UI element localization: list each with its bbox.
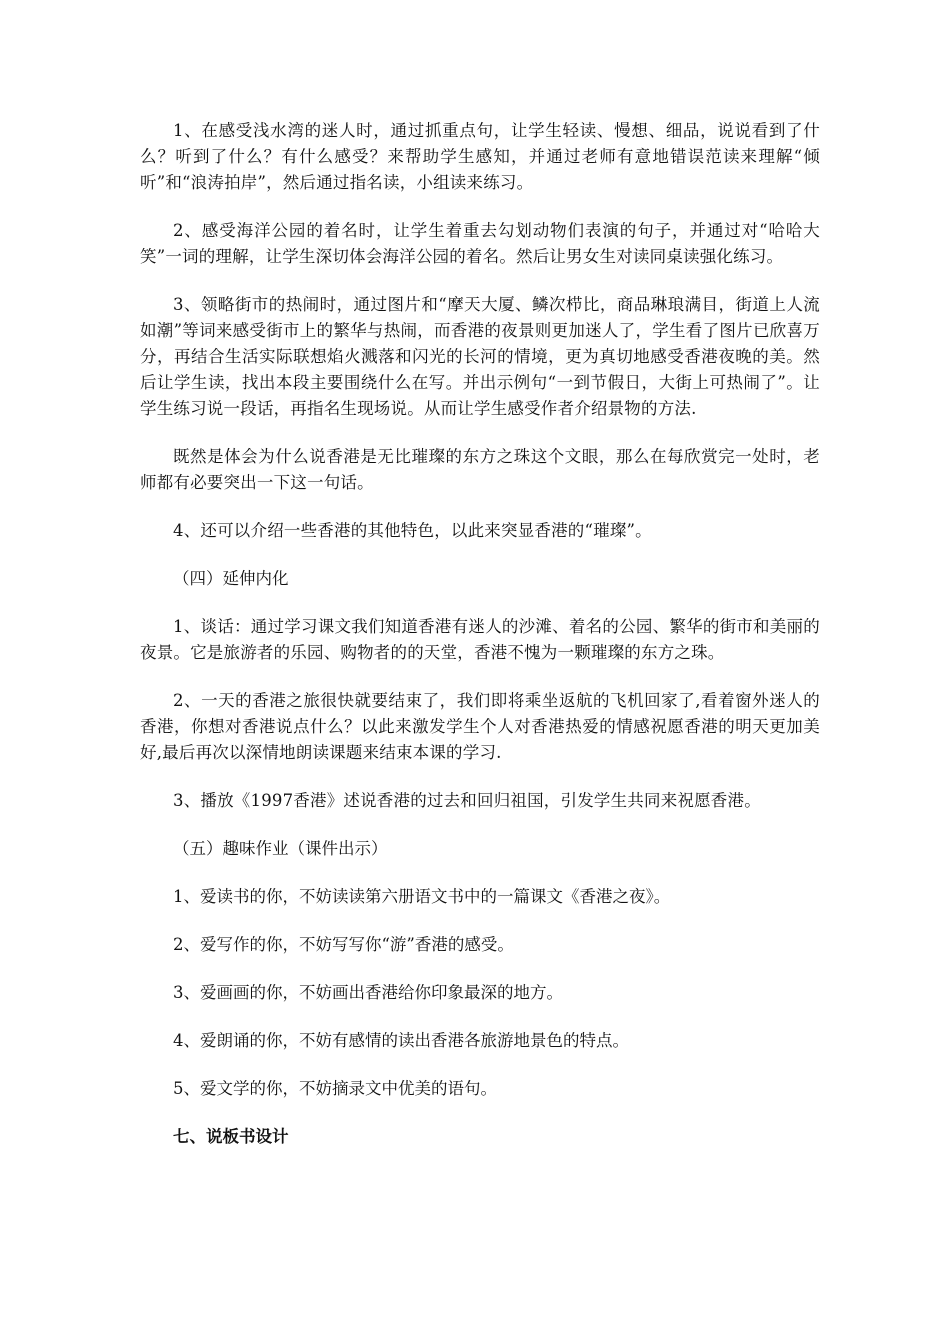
- section-4-paragraph-3: 3、播放《1997香港》述说香港的过去和回归祖国，引发学生共同来祝愿香港。: [173, 791, 761, 810]
- section-4-paragraph-1: 1、谈话：通过学习课文我们知道香港有迷人的沙滩、着名的公园、繁华的街市和美丽的夜景。它是旅游者的乐园、购物者的的天堂，香港不愧为一颗璀璨的东方之珠。: [140, 617, 820, 662]
- paragraph-haiyang-park: 2、感受海洋公园的着名时，让学生着重去勾划动物们表演的句子，并通过对“哈哈大笑”一词的理解，让学生深切体会海洋公园的着名。然后让男女生对读同桌读强化练习。: [140, 221, 820, 266]
- paragraph-text-eye: 既然是体会为什么说香港是无比璀璨的东方之珠这个文眼，那么在每欣赏完一处时，老师都有必要突出一下这一句话。: [140, 447, 820, 492]
- section-4-paragraph-2: 2、一天的香港之旅很快就要结束了，我们即将乘坐返航的飞机回家了,看着窗外迷人的香港，你想对香港说点什么？以此来激发学生个人对香港热爱的情感祝愿香港的明天更加美好,最后再次以深情地朗读课题来结束本课的学习.: [140, 691, 820, 762]
- paragraph-qianshuiwan: 1、在感受浅水湾的迷人时，通过抓重点句，让学生轻读、慢想、细品，说说看到了什么？听到了什么？有什么感受？来帮助学生感知，并通过老师有意地错误范读来理解“倾听”和“浪涛拍岸”，然后通过指名读，小组读来练习。: [140, 121, 820, 192]
- homework-item-5: 5、爱文学的你，不妨摘录文中优美的语句。: [173, 1079, 497, 1098]
- document-body: [140, 118, 820, 1150]
- paragraph-street-market: 3、领略街市的热闹时，通过图片和“摩天大厦、鳞次栉比，商品琳琅满目，街道上人流如潮”等词来感受街市上的繁华与热闹，而香港的夜景则更加迷人了，学生看了图片已欣喜万分，再结合生活实际联想焰火溅落和闪光的长河的情境，更为真切地感受香港夜晚的美。然后让学生读，找出本段主要围绕什么在写。并出示例句“一到节假日，大街上可热闹了”。让学生练习说一段话，再指名生现场说。从而让学生感受作者介绍景物的方法.: [140, 295, 820, 418]
- homework-item-4: 4、爱朗诵的你，不妨有感情的读出香港各旅游地景色的特点。: [173, 1031, 629, 1050]
- homework-item-2: 2、爱写作的你，不妨写写你“游”香港的感受。: [173, 935, 514, 954]
- homework-item-3: 3、爱画画的你，不妨画出香港给你印象最深的地方。: [173, 983, 563, 1002]
- section-4-heading: （四）延伸内化: [173, 569, 289, 588]
- homework-item-1: 1、爱读书的你，不妨读读第六册语文书中的一篇课文《香港之夜》。: [173, 887, 671, 906]
- section-7-heading: 七、说板书设计: [173, 1127, 289, 1146]
- section-5-heading: （五）趣味作业（课件出示）: [173, 839, 388, 858]
- paragraph-other-features: 4、还可以介绍一些香港的其他特色，以此来突显香港的“璀璨”。: [173, 521, 652, 540]
